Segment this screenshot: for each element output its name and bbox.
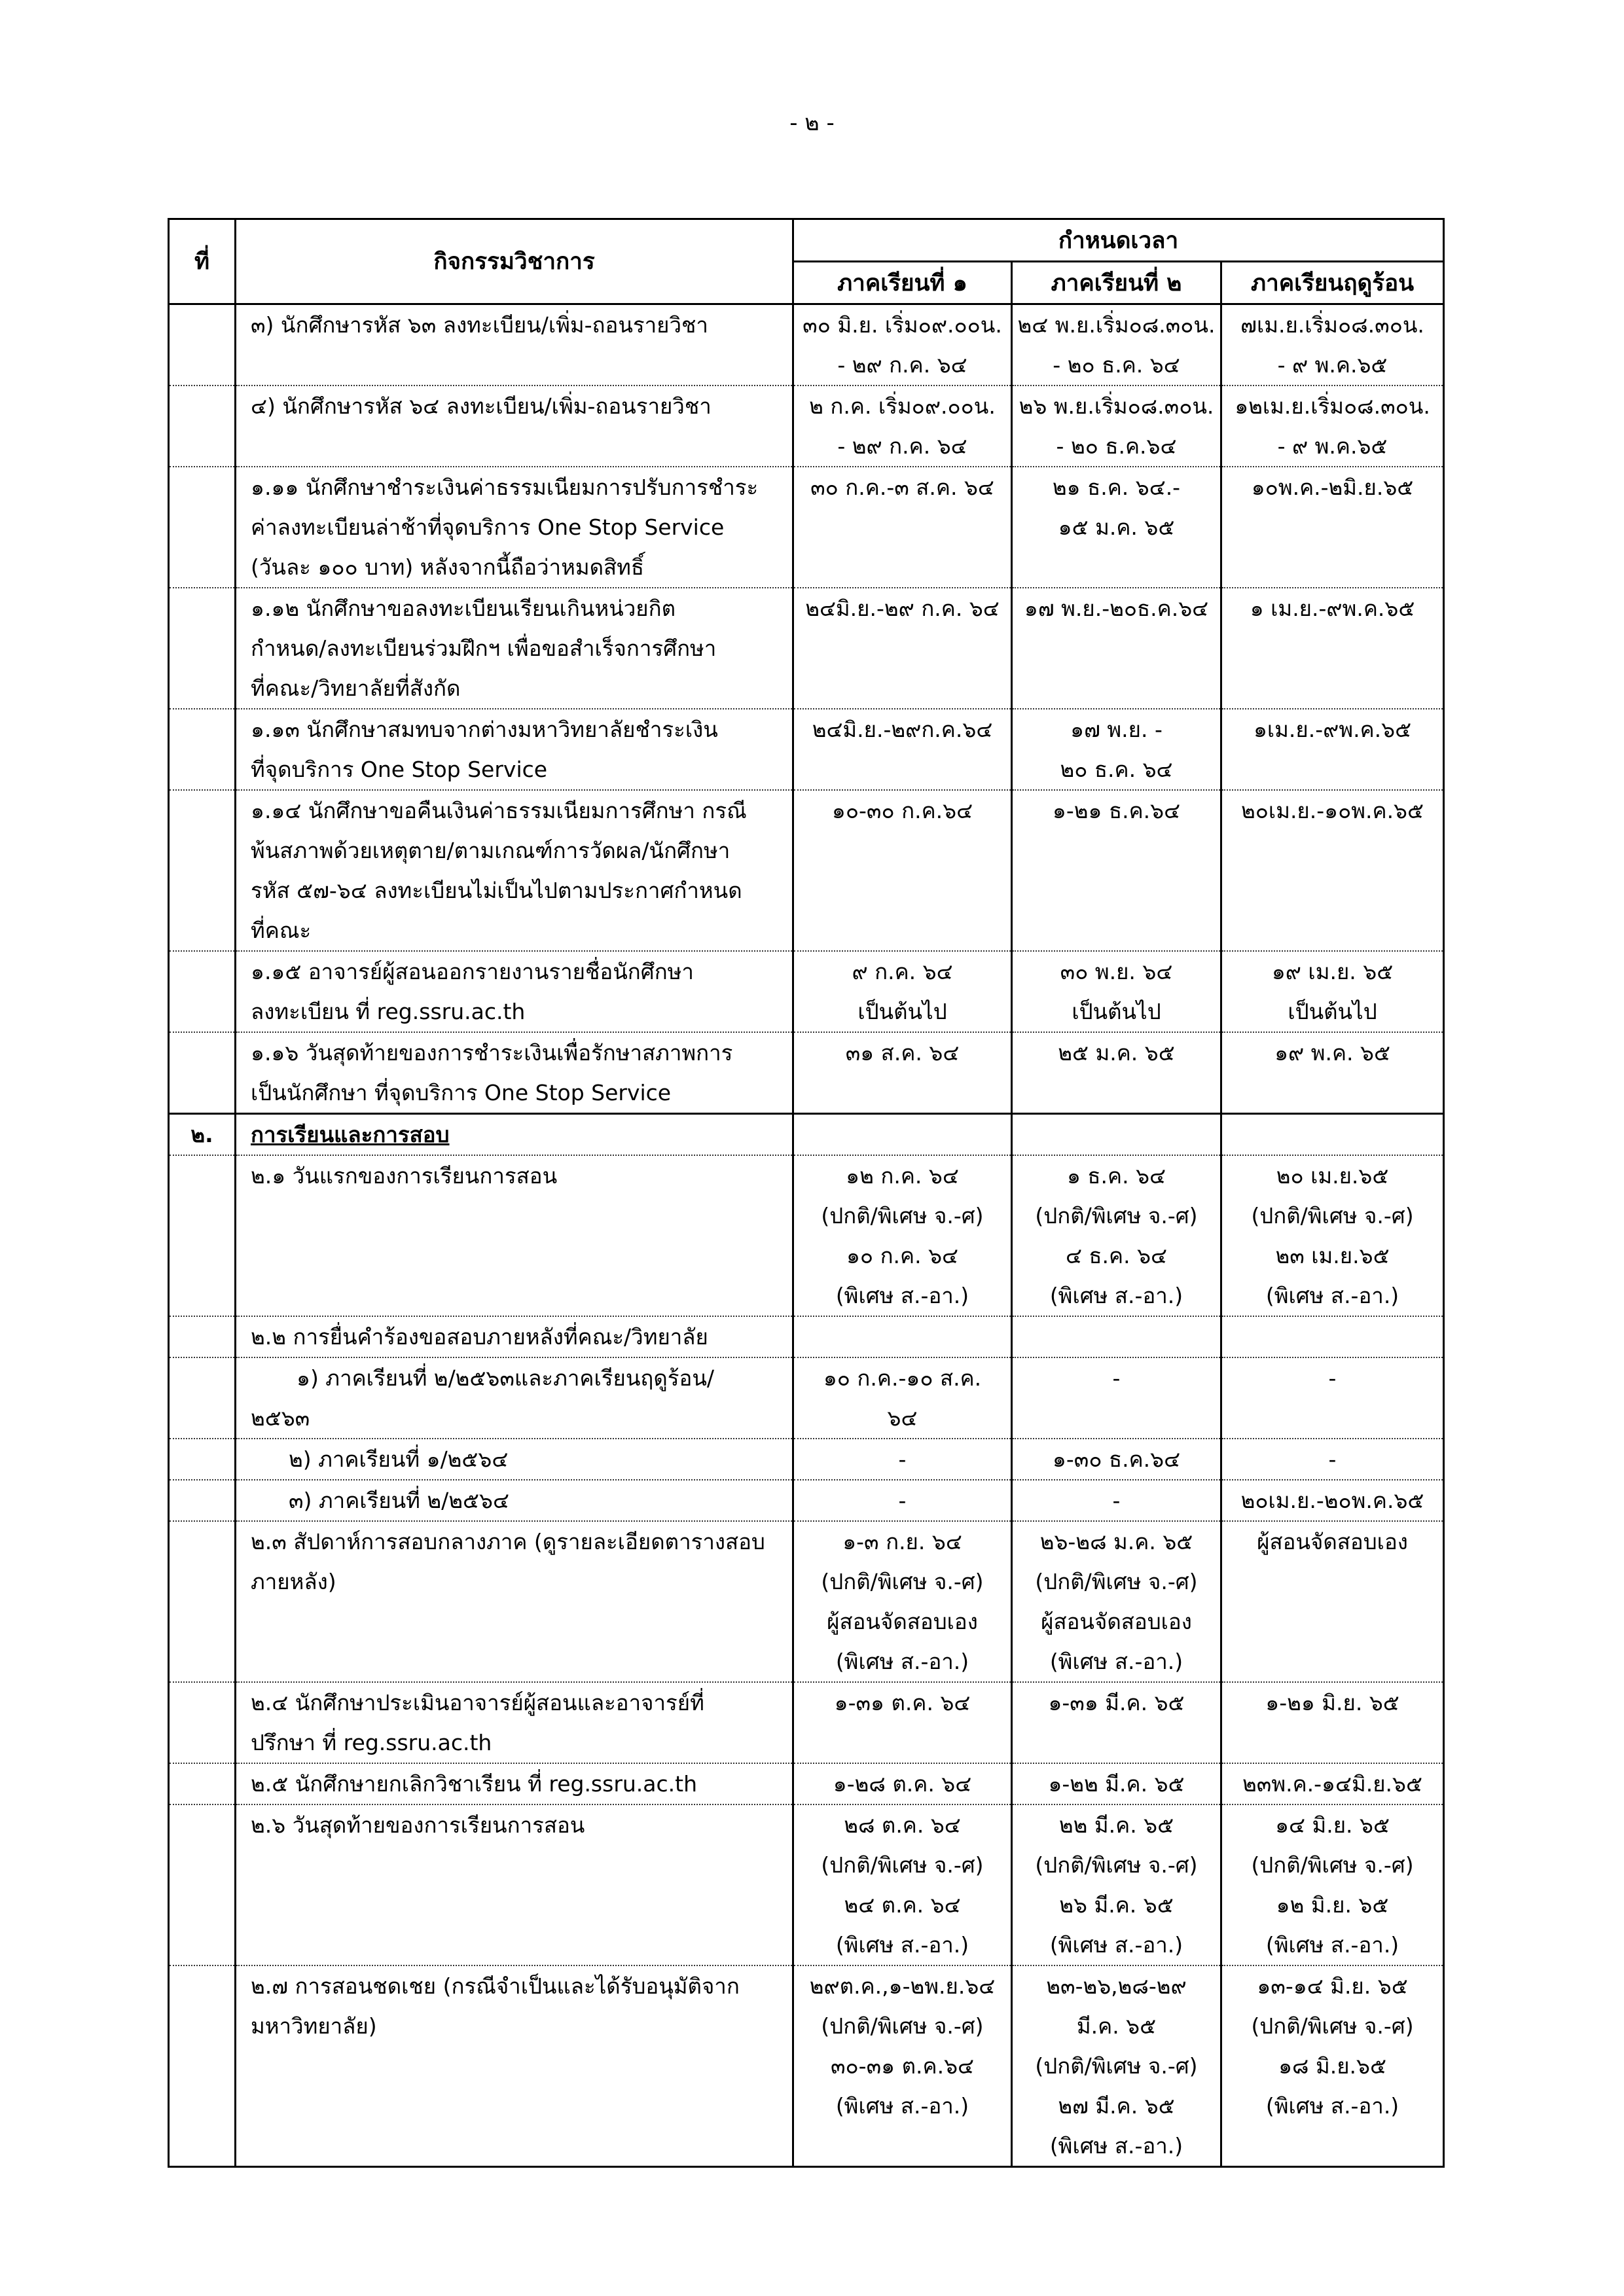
activity-cell-line: (วันละ ๑๐๐ บาท) หลังจากนี้ถือว่าหมดสิทธิ์ bbox=[251, 554, 645, 580]
activity-cell-line: ที่คณะ bbox=[251, 918, 312, 943]
row-number-cell bbox=[169, 951, 236, 1032]
term2-cell-line: - ๒๐ ธ.ค. ๖๔ bbox=[1053, 352, 1180, 378]
term1-cell-line: (ปกติ/พิเศษ จ.-ศ) bbox=[821, 2013, 984, 2039]
term1-cell bbox=[793, 1965, 1012, 2167]
term1-cell-line: ๓๑ ส.ค. ๖๔ bbox=[845, 1040, 960, 1066]
term1-cell-line: ๑-๒๘ ต.ค. ๖๔ bbox=[833, 1771, 972, 1797]
term2-cell bbox=[1012, 1521, 1221, 1682]
row-number-cell bbox=[169, 1965, 236, 2167]
term3-cell bbox=[1221, 1357, 1444, 1439]
term2-cell-line: ๑๗ พ.ย. - bbox=[1070, 717, 1163, 742]
term1-cell-line: ๑๐ ก.ค.-๑๐ ส.ค. bbox=[823, 1365, 982, 1391]
term1-cell bbox=[793, 304, 1012, 386]
term3-cell-line: - ๙ พ.ค.๖๕ bbox=[1277, 433, 1388, 459]
term3-cell bbox=[1221, 1114, 1444, 1156]
term2-cell bbox=[1012, 1763, 1221, 1804]
row-number-cell bbox=[169, 709, 236, 790]
term2-cell-line: ๑๕ ม.ค. ๖๕ bbox=[1058, 514, 1175, 540]
table-row bbox=[169, 1032, 1444, 1114]
term2-cell-line: ๑-๓๑ มี.ค. ๖๕ bbox=[1048, 1690, 1185, 1715]
activity-cell bbox=[236, 588, 793, 709]
term3-cell bbox=[1221, 1439, 1444, 1480]
row-number-cell bbox=[169, 1682, 236, 1763]
section-number: ๒. bbox=[169, 1114, 236, 1156]
term1-cell bbox=[793, 1763, 1012, 1804]
section-title: การเรียนและการสอบ bbox=[251, 1122, 450, 1147]
term1-cell-line: (ปกติ/พิเศษ จ.-ศ) bbox=[821, 1203, 984, 1229]
table-row bbox=[169, 709, 1444, 790]
term3-cell-line: ๑เม.ย.-๙พ.ค.๖๕ bbox=[1253, 717, 1412, 742]
row-number-cell bbox=[169, 588, 236, 709]
activity-cell bbox=[236, 1032, 793, 1114]
term2-cell-line: ๔ ธ.ค. ๖๔ bbox=[1065, 1243, 1168, 1268]
term2-cell-line: ๑ ธ.ค. ๖๔ bbox=[1066, 1163, 1166, 1189]
term3-cell bbox=[1221, 1316, 1444, 1357]
activity-cell-line: กำหนด/ลงทะเบียนร่วมฝึกฯ เพื่อขอสำเร็จการศึกษา bbox=[251, 636, 717, 661]
term1-cell-line: ๑๐ ก.ค. ๖๔ bbox=[846, 1243, 959, 1268]
activity-cell bbox=[236, 467, 793, 588]
term1-cell bbox=[793, 709, 1012, 790]
table-row bbox=[169, 951, 1444, 1032]
term1-cell-line: ๓๐-๓๑ ต.ค.๖๔ bbox=[830, 2053, 974, 2079]
table-row bbox=[169, 1804, 1444, 1965]
term2-cell-line bbox=[1015, 1317, 1218, 1357]
term2-cell bbox=[1012, 951, 1221, 1032]
term1-cell-line: (พิเศษ ส.-อา.) bbox=[835, 1649, 969, 1674]
row-number-cell bbox=[169, 1155, 236, 1316]
term2-cell bbox=[1012, 588, 1221, 709]
table-row bbox=[169, 1763, 1444, 1804]
term1-cell bbox=[793, 386, 1012, 467]
term1-cell-line: ๒๘ ต.ค. ๖๔ bbox=[844, 1812, 961, 1838]
term3-cell bbox=[1221, 386, 1444, 467]
activity-cell-line: ที่คณะ/วิทยาลัยที่สังกัด bbox=[251, 675, 461, 701]
activity-cell-line: เป็นนักศึกษา ที่จุดบริการ One Stop Service bbox=[251, 1080, 672, 1105]
term3-cell-line: ๑๔ มิ.ย. ๖๕ bbox=[1275, 1812, 1390, 1838]
term2-cell bbox=[1012, 1357, 1221, 1439]
term3-cell bbox=[1221, 588, 1444, 709]
term3-cell-line: ๑๙ พ.ค. ๖๕ bbox=[1274, 1040, 1390, 1066]
term3-cell-line: - bbox=[1328, 1365, 1337, 1391]
section-header-row bbox=[169, 1114, 1444, 1156]
activity-cell-line: ปรึกษา ที่ reg.ssru.ac.th bbox=[251, 1730, 492, 1755]
row-number-cell bbox=[169, 1316, 236, 1357]
term2-cell-line: ๒๒ มี.ค. ๖๕ bbox=[1058, 1812, 1174, 1838]
term1-cell-line: เป็นต้นไป bbox=[857, 999, 947, 1024]
term2-cell-line: ๑-๓๐ ธ.ค.๖๔ bbox=[1052, 1446, 1181, 1472]
term3-cell-line: ๒๓พ.ค.-๑๔มิ.ย.๖๕ bbox=[1242, 1771, 1422, 1797]
row-number-cell bbox=[169, 1480, 236, 1521]
term2-cell-line: ๒๖ พ.ย.เริ่ม๐๘.๓๐น. bbox=[1019, 393, 1214, 419]
term2-cell-line: ๒๕ ม.ค. ๖๕ bbox=[1058, 1040, 1175, 1066]
term1-cell bbox=[793, 1439, 1012, 1480]
term2-cell bbox=[1012, 1114, 1221, 1156]
term3-cell-line: ๑๘ มิ.ย.๖๕ bbox=[1278, 2053, 1386, 2079]
term3-cell-line: ๗เม.ย.เริ่ม๐๘.๓๐น. bbox=[1240, 312, 1424, 338]
activity-cell-line: ๒.๔ นักศึกษาประเมินอาจารย์ผู้สอนและอาจารย์ที่ bbox=[251, 1690, 704, 1715]
activity-cell bbox=[236, 304, 793, 386]
term2-cell-line: ๑-๒๑ ธ.ค.๖๔ bbox=[1052, 798, 1181, 823]
activity-cell bbox=[236, 1439, 793, 1480]
activity-cell-line: ๑) ภาคเรียนที่ ๒/๒๕๖๓และภาคเรียนฤดูร้อน/ bbox=[297, 1365, 715, 1391]
activity-cell-line: มหาวิทยาลัย) bbox=[251, 2013, 377, 2039]
term2-cell bbox=[1012, 709, 1221, 790]
term3-cell-line: ๒๐เม.ย.-๒๐พ.ค.๖๕ bbox=[1240, 1488, 1424, 1513]
term3-cell-line: - ๙ พ.ค.๖๕ bbox=[1277, 352, 1388, 378]
term1-cell bbox=[793, 1155, 1012, 1316]
header-term3: ภาคเรียนฤดูร้อน bbox=[1221, 262, 1444, 304]
term1-cell bbox=[793, 1316, 1012, 1357]
term2-cell bbox=[1012, 1316, 1221, 1357]
term2-cell-line: ๒๓-๒๖,๒๘-๒๙ bbox=[1046, 1973, 1187, 1999]
term3-cell bbox=[1221, 1155, 1444, 1316]
activity-cell-line: ๒.๑ วันแรกของการเรียนการสอน bbox=[251, 1163, 558, 1189]
row-number-cell bbox=[169, 1357, 236, 1439]
row-number-cell bbox=[169, 467, 236, 588]
term1-cell-line: ๑๐-๓๐ ก.ค.๖๔ bbox=[831, 798, 973, 823]
row-number-cell bbox=[169, 1439, 236, 1480]
term1-cell bbox=[793, 951, 1012, 1032]
term3-cell bbox=[1221, 1682, 1444, 1763]
table-row bbox=[169, 1480, 1444, 1521]
table-row bbox=[169, 1682, 1444, 1763]
term1-cell-line: ๖๔ bbox=[887, 1405, 918, 1431]
term2-cell-line: - bbox=[1112, 1488, 1121, 1513]
term2-cell-line: ๒๔ พ.ย.เริ่ม๐๘.๓๐น. bbox=[1017, 312, 1216, 338]
term2-cell-line: - bbox=[1112, 1365, 1121, 1391]
term1-cell-line: (พิเศษ ส.-อา.) bbox=[835, 2093, 969, 2119]
term2-cell-line: (พิเศษ ส.-อา.) bbox=[1049, 1283, 1183, 1308]
activity-cell-line: ค่าลงทะเบียนล่าช้าที่จุดบริการ One Stop Service bbox=[251, 514, 725, 540]
term1-cell-line: - bbox=[898, 1446, 907, 1472]
activity-cell-line: ๑.๑๔ นักศึกษาขอคืนเงินค่าธรรมเนียมการศึกษา กรณี bbox=[251, 798, 747, 823]
term2-cell-line: ๑-๒๒ มี.ค. ๖๕ bbox=[1048, 1771, 1185, 1797]
activity-cell-line: ลงทะเบียน ที่ reg.ssru.ac.th bbox=[251, 999, 526, 1024]
term2-cell-line: (ปกติ/พิเศษ จ.-ศ) bbox=[1035, 1569, 1198, 1594]
activity-cell-line: ๑.๑๒ นักศึกษาขอลงทะเบียนเรียนเกินหน่วยกิต bbox=[251, 596, 676, 621]
table-row bbox=[169, 588, 1444, 709]
term3-cell-line: ๑-๒๑ มิ.ย. ๖๕ bbox=[1265, 1690, 1399, 1715]
activity-cell-line: ภายหลัง) bbox=[251, 1569, 336, 1594]
activity-cell-line: ๑.๑๕ อาจารย์ผู้สอนออกรายงานรายชื่อนักศึกษา bbox=[251, 959, 694, 984]
term1-cell-line: (พิเศษ ส.-อา.) bbox=[835, 1932, 969, 1958]
term1-cell-line: ๙ ก.ค. ๖๔ bbox=[852, 959, 953, 984]
activity-cell-line: ๒.๗ การสอนชดเชย (กรณีจำเป็นและได้รับอนุมัติจาก bbox=[251, 1973, 740, 1999]
activity-cell bbox=[236, 1316, 793, 1357]
term3-cell bbox=[1221, 790, 1444, 951]
term1-cell bbox=[793, 1480, 1012, 1521]
term1-cell-line: ๑-๓ ก.ย. ๖๔ bbox=[842, 1529, 962, 1554]
term1-cell-line: - ๒๙ ก.ค. ๖๔ bbox=[837, 433, 967, 459]
table-row bbox=[169, 1439, 1444, 1480]
term2-cell-line: (ปกติ/พิเศษ จ.-ศ) bbox=[1035, 2053, 1198, 2079]
activity-cell-line: ๒.๒ การยื่นคำร้องขอสอบภายหลังที่คณะ/วิทยาลัย bbox=[251, 1324, 708, 1350]
term2-cell-line: (ปกติ/พิเศษ จ.-ศ) bbox=[1035, 1852, 1198, 1878]
activity-cell-line: ๓) ภาคเรียนที่ ๒/๒๕๖๔ bbox=[289, 1488, 509, 1513]
activity-cell bbox=[236, 1480, 793, 1521]
term3-cell bbox=[1221, 951, 1444, 1032]
term2-cell-line: - ๒๐ ธ.ค.๖๔ bbox=[1056, 433, 1177, 459]
term2-cell-line: ผู้สอนจัดสอบเอง bbox=[1041, 1609, 1192, 1634]
row-number-cell bbox=[169, 1804, 236, 1965]
term3-cell bbox=[1221, 467, 1444, 588]
activity-cell-line: ๑.๑๓ นักศึกษาสมทบจากต่างมหาวิทยาลัยชำระเงิน bbox=[251, 717, 718, 742]
activity-cell-line: ๒๕๖๓ bbox=[251, 1405, 310, 1431]
term2-cell bbox=[1012, 1480, 1221, 1521]
term3-cell bbox=[1221, 1804, 1444, 1965]
term1-cell-line: ๓๐ มิ.ย. เริ่ม๐๙.๐๐น. bbox=[803, 312, 1002, 338]
activity-cell-line: รหัส ๕๗-๖๔ ลงทะเบียนไม่เป็นไปตามประกาศกำหนด bbox=[251, 878, 742, 903]
term3-cell-line: ๒๐ เม.ย.๖๕ bbox=[1276, 1163, 1389, 1189]
term1-cell-line: ๓๐ ก.ค.-๓ ส.ค. ๖๔ bbox=[810, 475, 994, 500]
term1-cell-line: (ปกติ/พิเศษ จ.-ศ) bbox=[821, 1569, 984, 1594]
term1-cell bbox=[793, 1682, 1012, 1763]
term1-cell bbox=[793, 1357, 1012, 1439]
term1-cell-line: (ปกติ/พิเศษ จ.-ศ) bbox=[821, 1852, 984, 1878]
activity-cell bbox=[236, 386, 793, 467]
activity-cell bbox=[236, 1763, 793, 1804]
activity-cell-line: ที่จุดบริการ One Stop Service bbox=[251, 757, 548, 782]
term1-cell bbox=[793, 467, 1012, 588]
activity-cell-line: ๑.๑๑ นักศึกษาชำระเงินค่าธรรมเนียมการปรับการชำระ bbox=[251, 475, 759, 500]
term3-cell-line: (พิเศษ ส.-อา.) bbox=[1265, 1932, 1399, 1958]
term3-cell-line: ๑๓-๑๔ มิ.ย. ๖๕ bbox=[1257, 1973, 1408, 1999]
activity-cell-line: ๒.๖ วันสุดท้ายของการเรียนการสอน bbox=[251, 1812, 585, 1838]
table-row bbox=[169, 790, 1444, 951]
row-number-cell bbox=[169, 1763, 236, 1804]
term3-cell-line: เป็นต้นไป bbox=[1288, 999, 1377, 1024]
term2-cell-line: เป็นต้นไป bbox=[1072, 999, 1161, 1024]
term2-cell-line: (ปกติ/พิเศษ จ.-ศ) bbox=[1035, 1203, 1198, 1229]
table-row bbox=[169, 1521, 1444, 1682]
term2-cell bbox=[1012, 1965, 1221, 2167]
term3-cell-line: (ปกติ/พิเศษ จ.-ศ) bbox=[1251, 1852, 1414, 1878]
activity-cell bbox=[236, 1521, 793, 1682]
activity-cell bbox=[236, 951, 793, 1032]
term1-cell-line: - ๒๙ ก.ค. ๖๔ bbox=[837, 352, 967, 378]
activity-cell bbox=[236, 709, 793, 790]
table-row bbox=[169, 1965, 1444, 2167]
term3-cell bbox=[1221, 1521, 1444, 1682]
term1-cell bbox=[793, 790, 1012, 951]
term2-cell bbox=[1012, 790, 1221, 951]
table-row bbox=[169, 467, 1444, 588]
term2-cell bbox=[1012, 1804, 1221, 1965]
term3-cell bbox=[1221, 304, 1444, 386]
row-number-cell bbox=[169, 1521, 236, 1682]
activity-cell-line: ๒.๓ สัปดาห์การสอบกลางภาค (ดูรายละเอียดตารางสอบ bbox=[251, 1529, 765, 1554]
page-number: - ๒ - bbox=[789, 110, 835, 136]
table-row bbox=[169, 304, 1444, 386]
term2-cell bbox=[1012, 1439, 1221, 1480]
activity-cell-line: พ้นสภาพด้วยเหตุตาย/ตามเกณฑ์การวัดผล/นักศึกษา bbox=[251, 838, 731, 863]
term1-cell-line: ๒ ก.ค. เริ่ม๐๙.๐๐น. bbox=[809, 393, 996, 419]
term1-cell-line: ๒๙ต.ค.,๑-๒พ.ย.๖๔ bbox=[809, 1973, 996, 1999]
term2-cell-line: มี.ค. ๖๕ bbox=[1076, 2013, 1157, 2039]
term3-cell-line bbox=[1225, 1317, 1440, 1357]
term3-cell-line: (ปกติ/พิเศษ จ.-ศ) bbox=[1251, 2013, 1414, 2039]
term3-cell-line: ๑๙ เม.ย. ๖๕ bbox=[1271, 959, 1394, 984]
term3-cell-line: (พิเศษ ส.-อา.) bbox=[1265, 1283, 1399, 1308]
term1-cell-line: (พิเศษ ส.-อา.) bbox=[835, 1283, 969, 1308]
term1-cell bbox=[793, 1114, 1012, 1156]
header-term1: ภาคเรียนที่ ๑ bbox=[793, 262, 1012, 304]
activity-cell-line: ๑.๑๖ วันสุดท้ายของการชำระเงินเพื่อรักษาสภาพการ bbox=[251, 1040, 733, 1066]
term1-cell bbox=[793, 1521, 1012, 1682]
term1-cell-line: ๑๒ ก.ค. ๖๔ bbox=[846, 1163, 959, 1189]
term2-cell-line: (พิเศษ ส.-อา.) bbox=[1049, 1649, 1183, 1674]
term3-cell-line: ๑๒เม.ย.เริ่ม๐๘.๓๐น. bbox=[1235, 393, 1430, 419]
term1-cell-line: ๒๔ ต.ค. ๖๔ bbox=[844, 1892, 961, 1918]
activity-cell-line: ๒.๕ นักศึกษายกเลิกวิชาเรียน ที่ reg.ssru.ac.th bbox=[251, 1771, 697, 1797]
activity-cell bbox=[236, 1682, 793, 1763]
term2-cell-line: (พิเศษ ส.-อา.) bbox=[1049, 1932, 1183, 1958]
term3-cell-line: ๑๒ มิ.ย. ๖๕ bbox=[1276, 1892, 1389, 1918]
term3-cell-line: ๒๓ เม.ย.๖๕ bbox=[1275, 1243, 1390, 1268]
term2-cell-line: ๒๗ มี.ค. ๖๕ bbox=[1058, 2093, 1175, 2119]
term3-cell bbox=[1221, 1965, 1444, 2167]
term2-cell bbox=[1012, 386, 1221, 467]
activity-cell-line: ๒) ภาคเรียนที่ ๑/๒๕๖๔ bbox=[289, 1446, 509, 1472]
term1-cell-line: - bbox=[898, 1488, 907, 1513]
term1-cell-line bbox=[797, 1317, 1008, 1357]
header-no: ที่ bbox=[169, 219, 236, 304]
table-row bbox=[169, 1316, 1444, 1357]
term1-cell-line: ๒๔มิ.ย.-๒๙ ก.ค. ๖๔ bbox=[805, 596, 1000, 621]
term3-cell bbox=[1221, 1480, 1444, 1521]
term3-cell-line: ๒๐เม.ย.-๑๐พ.ค.๖๕ bbox=[1241, 798, 1424, 823]
term2-cell-line: ๑๗ พ.ย.-๒๐ธ.ค.๖๔ bbox=[1024, 596, 1209, 621]
activity-cell bbox=[236, 1155, 793, 1316]
term3-cell-line: ผู้สอนจัดสอบเอง bbox=[1257, 1529, 1408, 1554]
term2-cell-line: ๒๖ มี.ค. ๖๕ bbox=[1059, 1892, 1174, 1918]
term1-cell bbox=[793, 1804, 1012, 1965]
term2-cell-line: ๒๑ ธ.ค. ๖๔.- bbox=[1052, 475, 1181, 500]
term3-cell bbox=[1221, 1763, 1444, 1804]
term2-cell-line: ๒๖-๒๘ ม.ค. ๖๕ bbox=[1039, 1529, 1193, 1554]
term3-cell-line: - bbox=[1328, 1446, 1337, 1472]
term2-cell-line: ๒๐ ธ.ค. ๖๔ bbox=[1060, 757, 1173, 782]
academic-calendar-table bbox=[168, 218, 1445, 2168]
row-number-cell bbox=[169, 304, 236, 386]
activity-cell-line: ๓) นักศึกษารหัส ๖๓ ลงทะเบียน/เพิ่ม-ถอนรายวิชา bbox=[251, 312, 708, 338]
term2-cell bbox=[1012, 467, 1221, 588]
term1-cell-line: ผู้สอนจัดสอบเอง bbox=[827, 1609, 978, 1634]
term2-cell bbox=[1012, 304, 1221, 386]
term1-cell-line: ๑-๓๑ ต.ค. ๖๔ bbox=[834, 1690, 971, 1715]
table-row bbox=[169, 1155, 1444, 1316]
term3-cell-line: ๑๐พ.ค.-๒มิ.ย.๖๕ bbox=[1251, 475, 1414, 500]
term2-cell bbox=[1012, 1155, 1221, 1316]
term2-cell-line: ๓๐ พ.ย. ๖๔ bbox=[1060, 959, 1173, 984]
row-number-cell bbox=[169, 1032, 236, 1114]
header-term2: ภาคเรียนที่ ๒ bbox=[1012, 262, 1221, 304]
header-activity: กิจกรรมวิชาการ bbox=[236, 219, 793, 304]
term2-cell bbox=[1012, 1682, 1221, 1763]
term3-cell-line: (พิเศษ ส.-อา.) bbox=[1265, 2093, 1399, 2119]
term1-cell bbox=[793, 588, 1012, 709]
activity-cell bbox=[236, 1357, 793, 1439]
term3-cell bbox=[1221, 709, 1444, 790]
table-row bbox=[169, 1357, 1444, 1439]
activity-cell-line: ๔) นักศึกษารหัส ๖๔ ลงทะเบียน/เพิ่ม-ถอนรายวิชา bbox=[251, 393, 712, 419]
term3-cell bbox=[1221, 1032, 1444, 1114]
section-title-cell bbox=[236, 1114, 793, 1156]
header-schedule: กำหนดเวลา bbox=[793, 219, 1444, 262]
activity-cell bbox=[236, 1965, 793, 2167]
activity-cell bbox=[236, 1804, 793, 1965]
term3-cell-line: ๑ เม.ย.-๙พ.ค.๖๕ bbox=[1250, 596, 1415, 621]
row-number-cell bbox=[169, 790, 236, 951]
table-row bbox=[169, 386, 1444, 467]
term1-cell-line: ๒๔มิ.ย.-๒๙ก.ค.๖๔ bbox=[812, 717, 993, 742]
term2-cell-line: (พิเศษ ส.-อา.) bbox=[1049, 2133, 1183, 2159]
term3-cell-line: (ปกติ/พิเศษ จ.-ศ) bbox=[1251, 1203, 1414, 1229]
term1-cell bbox=[793, 1032, 1012, 1114]
term2-cell bbox=[1012, 1032, 1221, 1114]
activity-cell bbox=[236, 790, 793, 951]
row-number-cell bbox=[169, 386, 236, 467]
